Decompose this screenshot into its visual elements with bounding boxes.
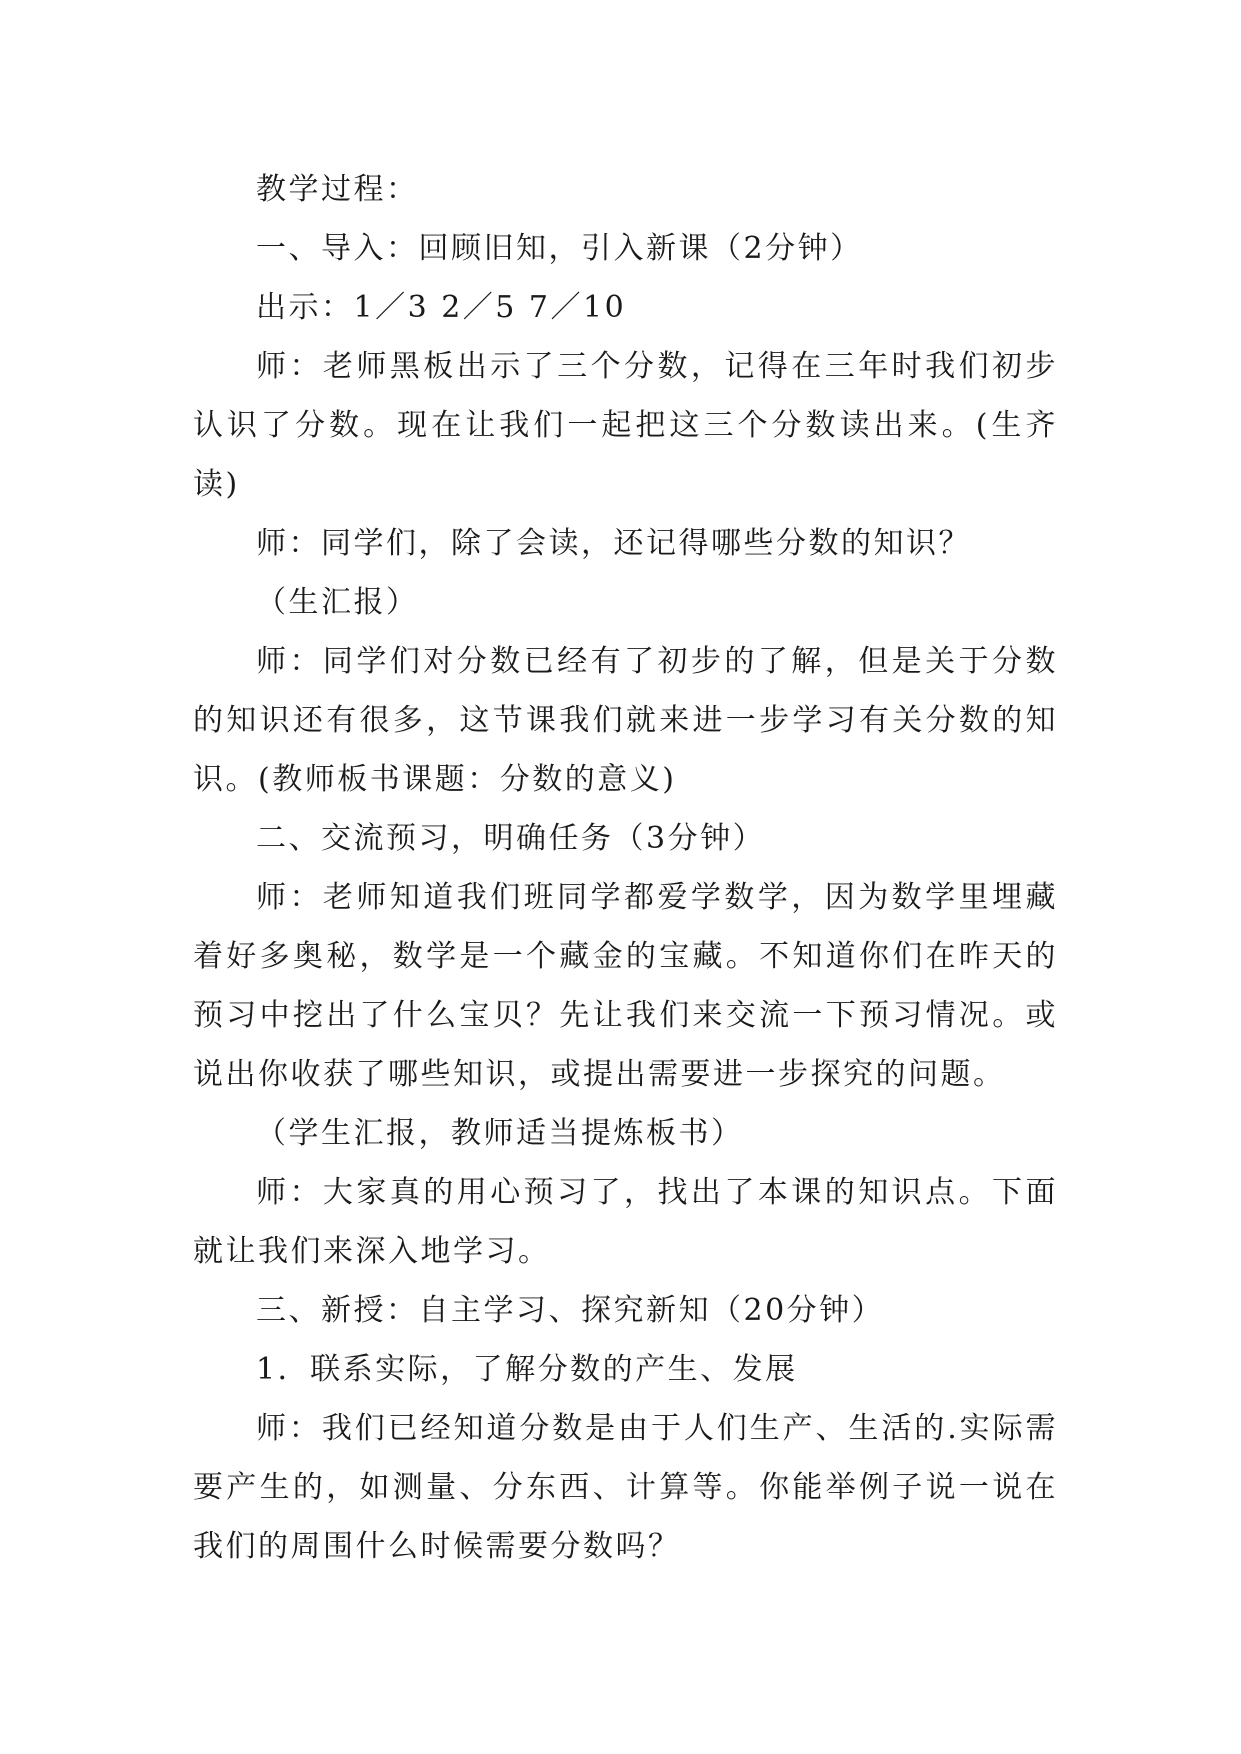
- document-body: [193, 160, 1058, 1576]
- section-heading-new-lesson: 三、新授：自主学习、探究新知（20分钟）: [256, 1293, 885, 1328]
- section-heading-introduction: 一、导入：回顾旧知，引入新课（2分钟）: [256, 231, 863, 266]
- paragraph-teacher-question: 师：同学们，除了会读，还记得哪些分数的知识？: [256, 526, 971, 561]
- paragraph-student-report: （生汇报）: [256, 585, 419, 620]
- section-heading-preview-exchange: 二、交流预习，明确任务（3分钟）: [256, 821, 766, 856]
- paragraph-teacher-examples: 师：我们已经知道分数是由于人们生产、生活的.实际需要产生的，如测量、分东西、计算等。你能举例子说一说在我们的周围什么时候需要分数吗？: [193, 1411, 1058, 1564]
- paragraph-teacher-preview: 师：老师知道我们班同学都爱学数学，因为数学里埋藏着好多奥秘，数学是一个藏金的宝藏。不知道你们在昨天的预习中挖出了什么宝贝？先让我们来交流一下预习情况。或说出你收获了哪些知识，或提出需要进一步探究的问题。: [193, 880, 1058, 1092]
- subheading-origin-of-fractions: 1．联系实际，了解分数的产生、发展: [256, 1352, 798, 1387]
- paragraph-student-summary: （学生汇报，教师适当提炼板书）: [256, 1116, 744, 1151]
- paragraph-fractions-shown: 出示：1／3 2／5 7／10: [256, 290, 627, 325]
- paragraph-teacher-praise: 师：大家真的用心预习了，找出了本课的知识点。下面就让我们来深入地学习。: [193, 1175, 1058, 1269]
- section-heading-teaching-process: 教学过程：: [256, 172, 419, 207]
- paragraph-teacher-topic: 师：同学们对分数已经有了初步的了解，但是关于分数的知识还有很多，这节课我们就来进一步学习有关分数的知识。(教师板书课题：分数的意义): [193, 644, 1058, 797]
- paragraph-teacher-read-fractions: 师：老师黑板出示了三个分数，记得在三年时我们初步认识了分数。现在让我们一起把这三个分数读出来。(生齐读): [193, 349, 1058, 502]
